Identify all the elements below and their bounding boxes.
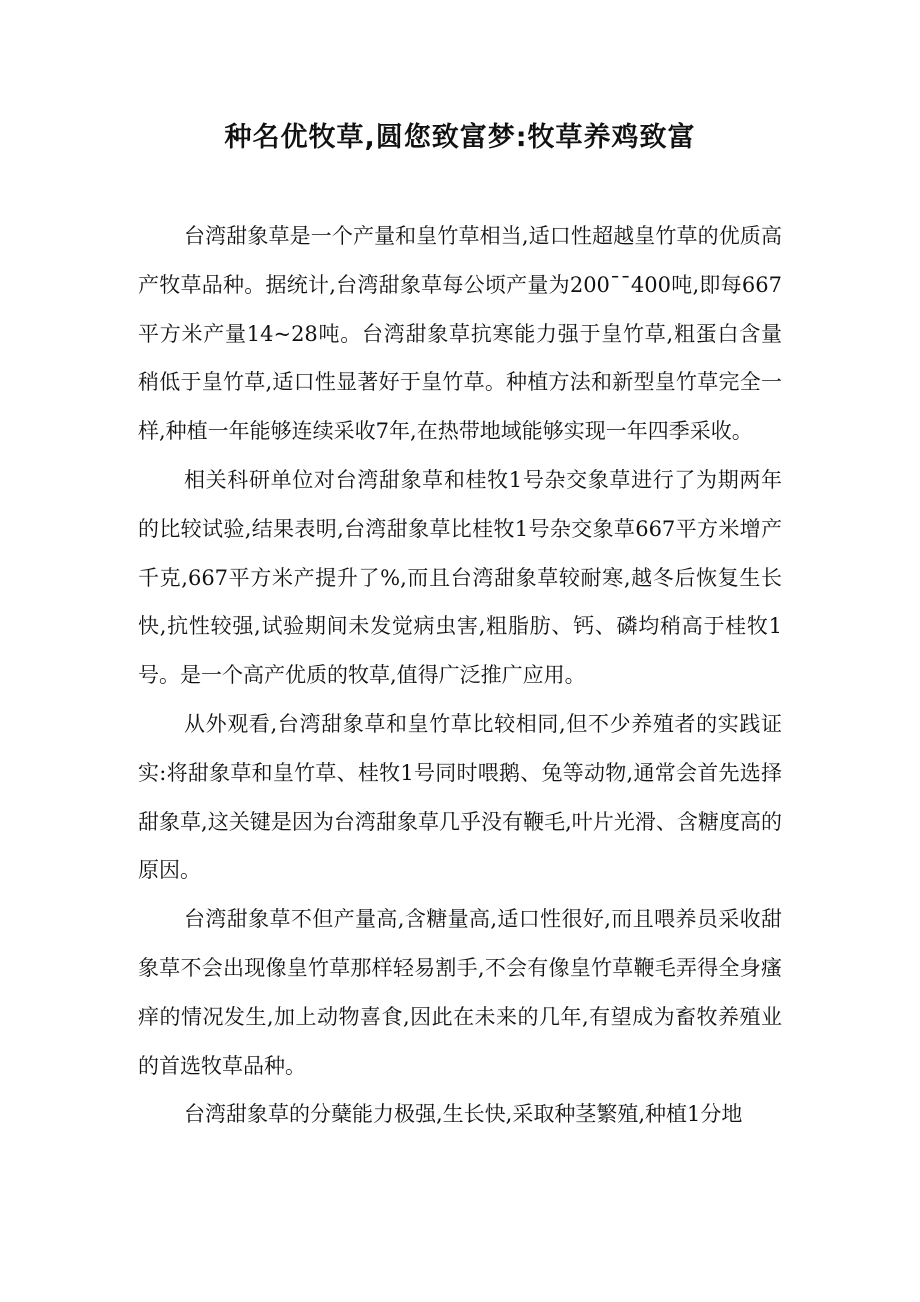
page-title: 种名优牧草,圆您致富梦:牧草养鸡致富 [224,122,696,153]
article-body [138,212,782,1139]
paragraph-3: 从外观看,台湾甜象草和皇竹草比较相同,但不少养殖者的实践证实:将甜象草和皇竹草、桂牧1号同时喂鹅、兔等动物,通常会首先选择甜象草,这关键是因为台湾甜象草几乎没有鞭毛,叶片光滑、含糖度高的原因。 [138,711,782,883]
paragraph-5: 台湾甜象草的分蘖能力极强,生长快,采取种茎繁殖,种植1分地 [184,1102,743,1127]
paragraph-1: 台湾甜象草是一个产量和皇竹草相当,适口性超越皇竹草的优质高产牧草品种。据统计,台湾甜象草每公顷产量为200¯¯400吨,即每667平方米产量14~28吨。台湾甜象草抗寒能力强于皇竹草,粗蛋白含量稍低于皇竹草,适口性显著好于皇竹草。种植方法和新型皇竹草完全一样,种植一年能够连续采收7年,在热带地域能够实现一年四季采收。 [138,224,782,444]
paragraph-2: 相关科研单位对台湾甜象草和桂牧1号杂交象草进行了为期两年的比较试验,结果表明,台湾甜象草比桂牧1号杂交象草667平方米增产千克,667平方米产提升了%,而且台湾甜象草较耐寒,越冬后恢复生长快,抗性较强,试验期间未发觉病虫害,粗脂肪、钙、磷均稍高于桂牧1号。是一个高产优质的牧草,值得广泛推广应用。 [138,467,782,688]
paragraph-4: 台湾甜象草不但产量高,含糖量高,适口性很好,而且喂养员采收甜象草不会出现像皇竹草那样轻易割手,不会有像皇竹草鞭毛弄得全身瘙痒的情况发生,加上动物喜食,因此在未来的几年,有望成为畜牧养殖业的首选牧草品种。 [138,907,782,1078]
